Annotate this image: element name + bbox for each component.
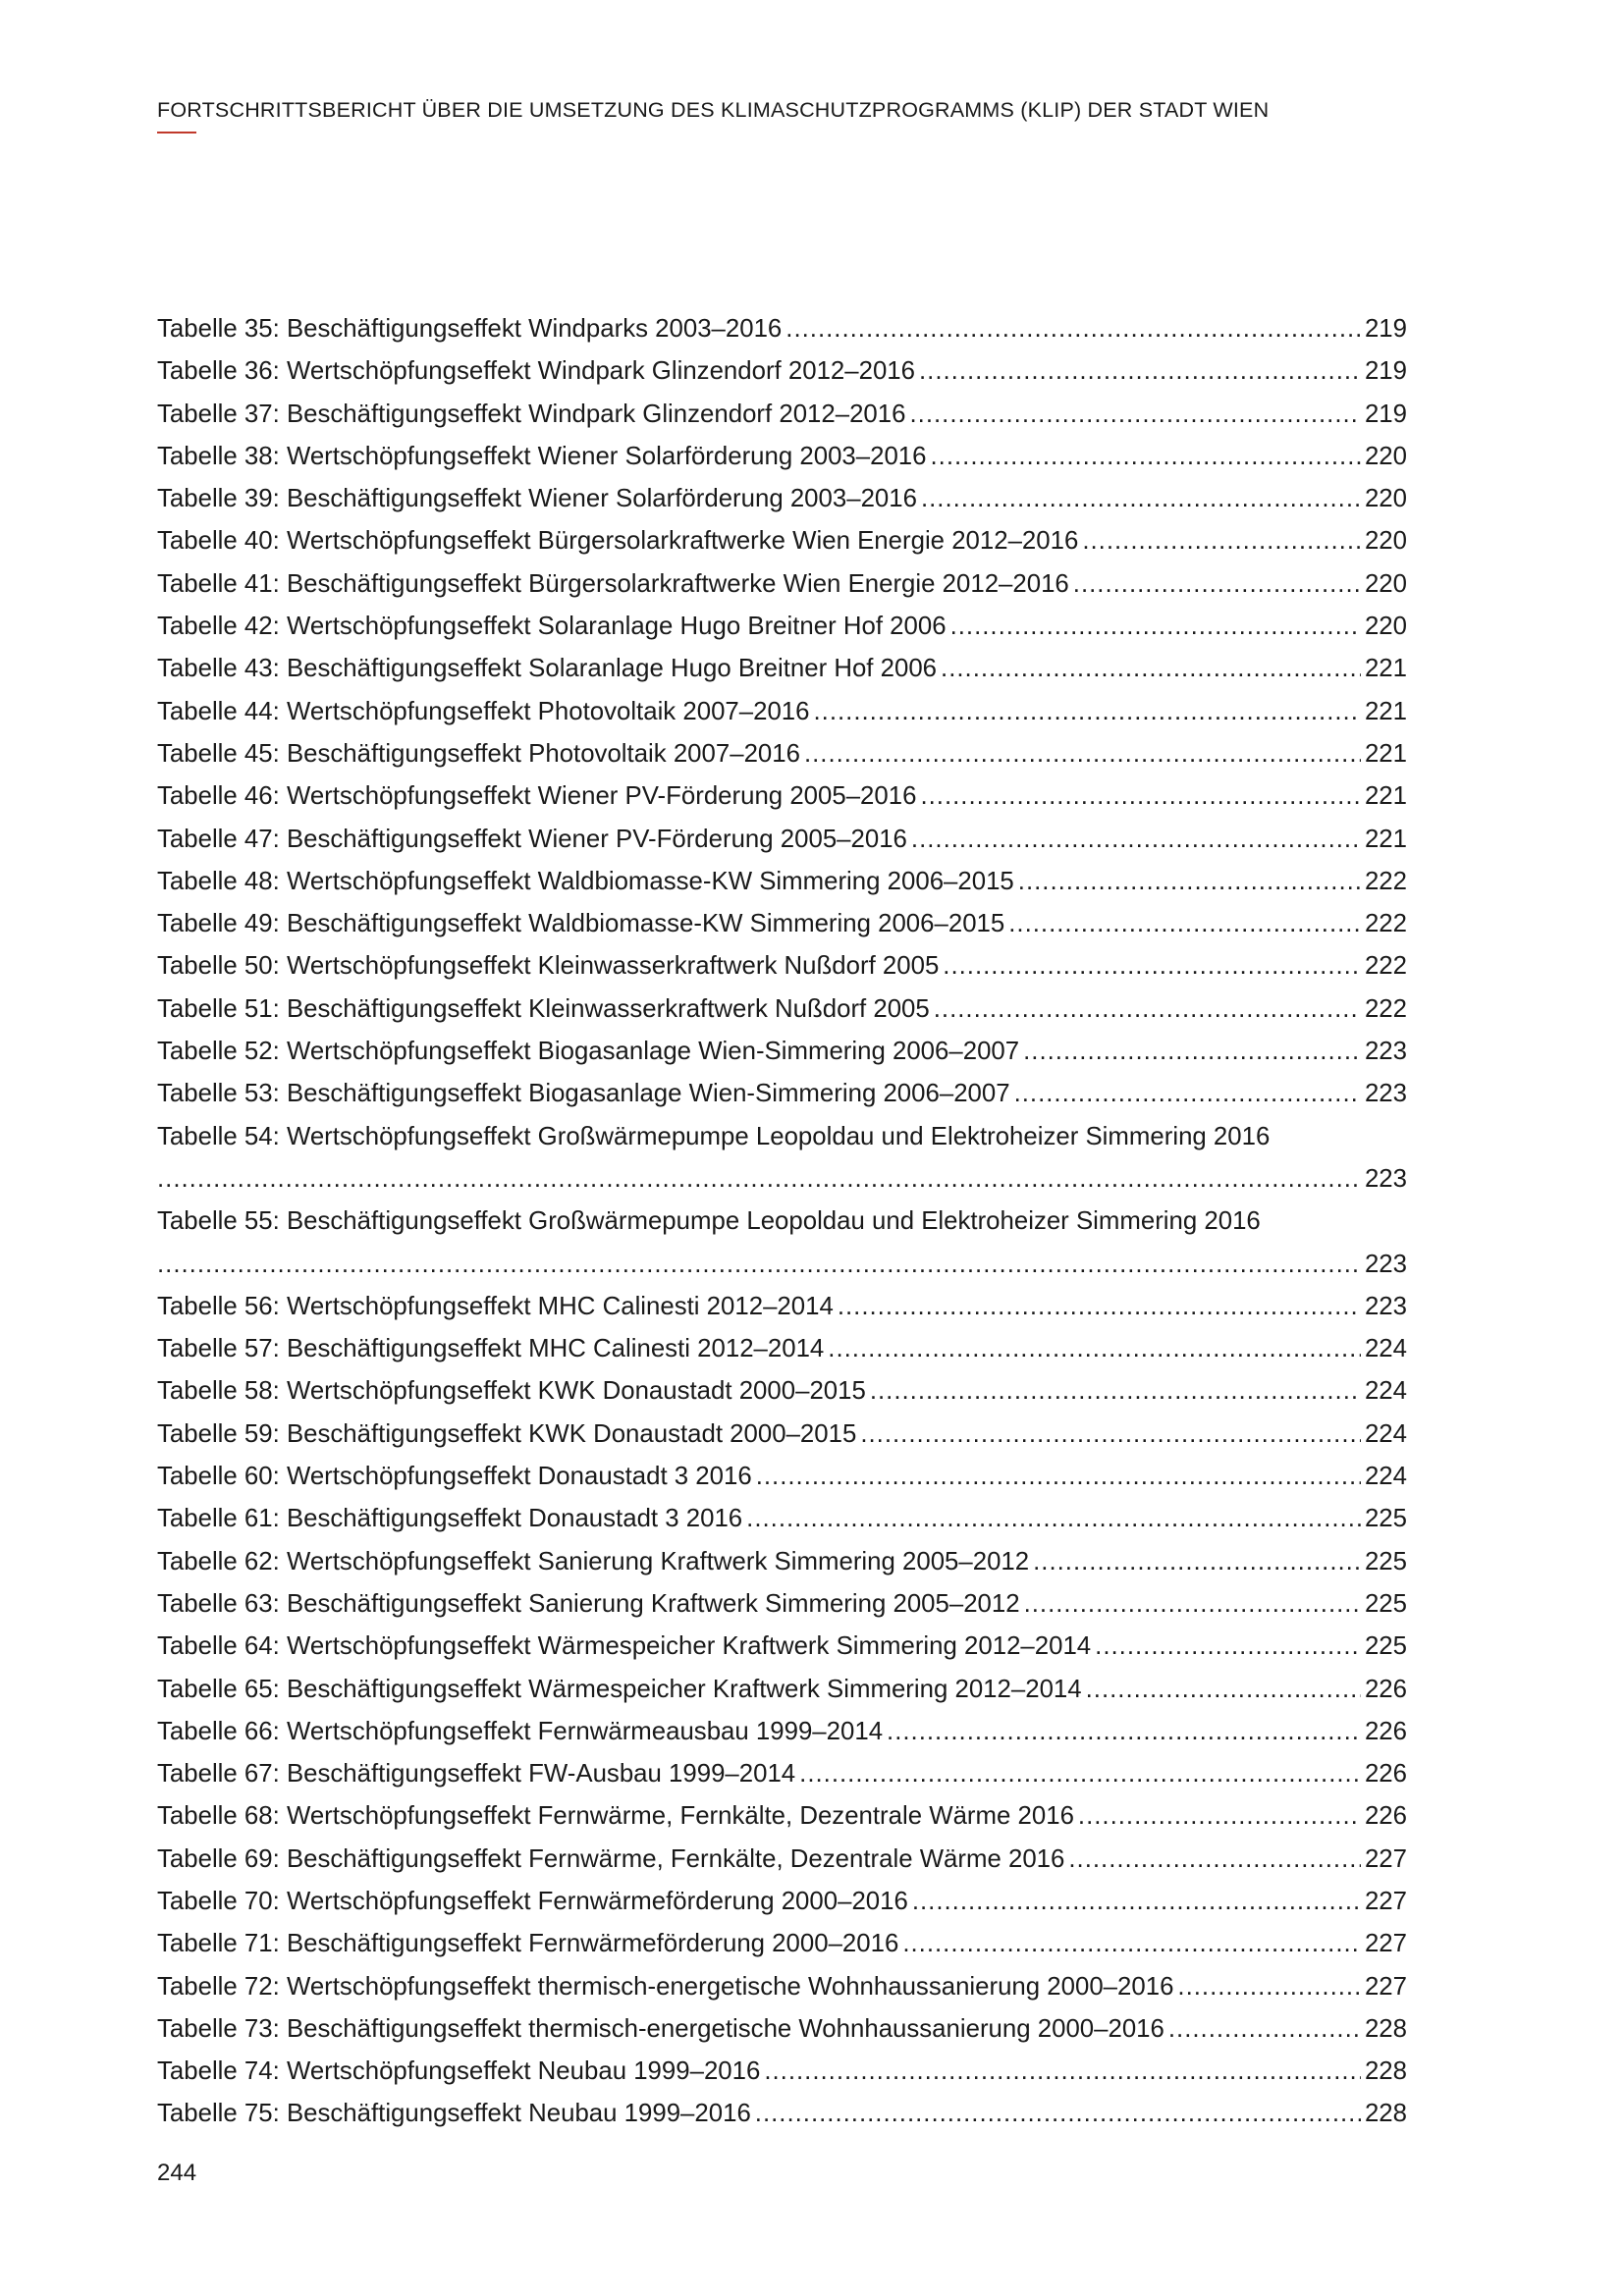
toc-entry[interactable]	[157, 775, 1407, 818]
toc-entry-page: 220	[1364, 527, 1407, 556]
toc-entry-title: Tabelle 59: Beschäftigungseffekt KWK Donaustadt 2000–2015	[157, 1419, 857, 1448]
dot-leader	[911, 819, 1361, 861]
dot-leader	[943, 945, 1361, 988]
toc-entry-title: Tabelle 45: Beschäftigungseffekt Photovoltaik 2007–2016	[157, 739, 800, 768]
dot-leader	[902, 1923, 1361, 1965]
toc-entry-title: Tabelle 35: Beschäftigungseffekt Windparks 2003–2016	[157, 315, 783, 343]
toc-entries-wrapped	[157, 1116, 1407, 1286]
toc-entry-title: Tabelle 70: Wertschöpfungseffekt Fernwärmeförderung 2000–2016	[157, 1887, 908, 1915]
toc-entry[interactable]	[157, 1795, 1407, 1838]
toc-entry-page: 223	[1364, 1164, 1407, 1193]
dot-leader	[920, 775, 1361, 818]
toc-entry-title: Tabelle 36: Wertschöpfungseffekt Windpark Glinzendorf 2012–2016	[157, 357, 916, 386]
toc-entry-page: 220	[1364, 485, 1407, 513]
toc-entry-title: Tabelle 75: Beschäftigungseffekt Neubau 1999–2016	[157, 2100, 751, 2128]
toc-entry-page: 226	[1364, 1717, 1407, 1745]
toc-entry-title: Tabelle 46: Wertschöpfungseffekt Wiener PV-Förderung 2005–2016	[157, 782, 917, 811]
toc-entry[interactable]	[157, 691, 1407, 733]
dot-leader	[1086, 1669, 1361, 1711]
toc-entry[interactable]	[157, 308, 1407, 350]
toc-entry-title: Tabelle 56: Wertschöpfungseffekt MHC Calinesti 2012–2014	[157, 1292, 834, 1320]
dot-leader	[755, 2093, 1361, 2135]
toc-entry-title: Tabelle 60: Wertschöpfungseffekt Donaustadt 3 2016	[157, 1463, 752, 1491]
toc-entry[interactable]	[157, 861, 1407, 903]
dot-leader	[1033, 1541, 1361, 1583]
dot-leader	[941, 648, 1361, 690]
toc-entry-page: 219	[1364, 400, 1407, 428]
dot-leader	[1008, 903, 1361, 945]
toc-entry[interactable]	[157, 1073, 1407, 1115]
toc-entry-title: Tabelle 55: Beschäftigungseffekt Großwärmepumpe Leopoldau und Elektroheizer Simmering 2016	[157, 1207, 1261, 1236]
toc-entry-page: 225	[1364, 1632, 1407, 1661]
toc-entry-title: Tabelle 57: Beschäftigungseffekt MHC Calinesti 2012–2014	[157, 1335, 825, 1363]
toc-entry-title: Tabelle 37: Beschäftigungseffekt Windpark Glinzendorf 2012–2016	[157, 400, 906, 428]
toc-entry-title: Tabelle 40: Wertschöpfungseffekt Bürgersolarkraftwerke Wien Energie 2012–2016	[157, 527, 1079, 556]
toc-entry-page: 219	[1364, 357, 1407, 386]
toc-entries-bottom	[157, 1286, 1407, 2136]
toc-entry-page: 227	[1364, 1887, 1407, 1915]
dot-leader	[157, 1158, 1361, 1201]
toc-entry[interactable]	[157, 1116, 1407, 1201]
toc-entry-title: Tabelle 47: Beschäftigungseffekt Wiener PV-Förderung 2005–2016	[157, 825, 907, 853]
toc-entry[interactable]	[157, 606, 1407, 648]
dot-leader	[1018, 861, 1361, 903]
toc-entry-title: Tabelle 65: Beschäftigungseffekt Wärmespeicher Kraftwerk Simmering 2012–2014	[157, 1675, 1082, 1703]
toc-entry-title: Tabelle 72: Wertschöpfungseffekt thermisch-energetische Wohnhaussanierung 2000–2016	[157, 1972, 1174, 2001]
dot-leader	[828, 1328, 1361, 1370]
toc-entry-leader-row	[157, 1158, 1407, 1201]
toc-entry-title: Tabelle 51: Beschäftigungseffekt Kleinwasserkraftwerk Nußdorf 2005	[157, 994, 930, 1023]
toc-entry-page: 225	[1364, 1589, 1407, 1618]
toc-entry[interactable]	[157, 1669, 1407, 1711]
toc-entry-title: Tabelle 61: Beschäftigungseffekt Donaustadt 3 2016	[157, 1505, 743, 1533]
toc-entry-page: 222	[1364, 994, 1407, 1023]
toc-entry-title: Tabelle 53: Beschäftigungseffekt Biogasanlage Wien-Simmering 2006–2007	[157, 1080, 1010, 1108]
toc-entry-page: 223	[1364, 1038, 1407, 1066]
toc-entry[interactable]	[157, 1753, 1407, 1795]
toc-entry-page: 220	[1364, 442, 1407, 470]
toc-entry[interactable]	[157, 1541, 1407, 1583]
toc-entry-title: Tabelle 38: Wertschöpfungseffekt Wiener Solarförderung 2003–2016	[157, 442, 927, 470]
toc-entry-page: 224	[1364, 1377, 1407, 1406]
toc-entry[interactable]	[157, 1881, 1407, 1923]
toc-entry[interactable]	[157, 1456, 1407, 1498]
toc-entry[interactable]	[157, 478, 1407, 520]
dot-leader	[157, 1244, 1361, 1286]
dot-leader	[1078, 1795, 1361, 1838]
dot-leader	[764, 2051, 1361, 2093]
toc-entry-title: Tabelle 67: Beschäftigungseffekt FW-Ausbau 1999–2014	[157, 1760, 796, 1789]
toc-entry-page: 221	[1364, 739, 1407, 768]
toc-entry[interactable]	[157, 1711, 1407, 1753]
toc-entry-title: Tabelle 50: Wertschöpfungseffekt Kleinwasserkraftwerk Nußdorf 2005	[157, 952, 940, 981]
dot-leader	[860, 1414, 1361, 1456]
toc-entry-page: 225	[1364, 1547, 1407, 1575]
toc-entry[interactable]	[157, 2051, 1407, 2093]
toc-entry-page: 220	[1364, 613, 1407, 641]
toc-entry[interactable]	[157, 1966, 1407, 2008]
dot-leader	[934, 988, 1361, 1031]
toc-entry-page: 222	[1364, 867, 1407, 895]
toc-entry-page: 221	[1364, 825, 1407, 853]
toc-entry[interactable]	[157, 1923, 1407, 1965]
toc-entry-title: Tabelle 62: Wertschöpfungseffekt Sanierung Kraftwerk Simmering 2005–2012	[157, 1547, 1030, 1575]
dot-leader	[1095, 1626, 1361, 1668]
toc-entry-page: 228	[1364, 2100, 1407, 2128]
toc-entry-title: Tabelle 74: Wertschöpfungseffekt Neubau 1999–2016	[157, 2057, 761, 2086]
toc-entry[interactable]	[157, 520, 1407, 562]
toc-entry-title: Tabelle 43: Beschäftigungseffekt Solaranlage Hugo Breitner Hof 2006	[157, 655, 938, 683]
toc-entry[interactable]	[157, 563, 1407, 606]
toc-entry[interactable]	[157, 2093, 1407, 2135]
toc-entry[interactable]	[157, 988, 1407, 1031]
dot-leader	[909, 394, 1360, 436]
dot-leader	[814, 691, 1361, 733]
toc-entry[interactable]	[157, 1370, 1407, 1413]
page-number: 244	[157, 2160, 197, 2186]
toc-entry-page: 220	[1364, 569, 1407, 598]
toc-entry-title: Tabelle 58: Wertschöpfungseffekt KWK Donaustadt 2000–2015	[157, 1377, 866, 1406]
dot-leader	[746, 1498, 1361, 1540]
toc-entry-page: 221	[1364, 782, 1407, 811]
toc-entry[interactable]	[157, 733, 1407, 775]
toc-entry-page: 222	[1364, 910, 1407, 938]
toc-entry-title: Tabelle 39: Beschäftigungseffekt Wiener Solarförderung 2003–2016	[157, 485, 917, 513]
toc-entry-page: 223	[1364, 1250, 1407, 1278]
toc-entry-page: 225	[1364, 1505, 1407, 1533]
dot-leader	[1068, 1839, 1361, 1881]
toc-entry[interactable]	[157, 1414, 1407, 1456]
toc-entry-page: 224	[1364, 1335, 1407, 1363]
toc-entry[interactable]	[157, 1498, 1407, 1540]
toc-entry-page: 219	[1364, 315, 1407, 343]
toc-entry[interactable]	[157, 819, 1407, 861]
toc-entry[interactable]	[157, 1286, 1407, 1328]
toc-entry[interactable]	[157, 436, 1407, 478]
table-of-tables	[157, 308, 1407, 2136]
toc-entry-title: Tabelle 41: Beschäftigungseffekt Bürgersolarkraftwerke Wien Energie 2012–2016	[157, 569, 1069, 598]
dot-leader	[804, 733, 1361, 775]
toc-entry-page: 227	[1364, 1972, 1407, 2001]
toc-entry-page: 221	[1364, 655, 1407, 683]
dot-leader	[912, 1881, 1361, 1923]
toc-entry[interactable]	[157, 1031, 1407, 1073]
dot-leader	[785, 308, 1361, 350]
toc-entry-page: 223	[1364, 1080, 1407, 1108]
dot-leader	[919, 350, 1361, 393]
dot-leader	[1073, 563, 1361, 606]
toc-entry[interactable]	[157, 1583, 1407, 1626]
toc-entry[interactable]	[157, 648, 1407, 690]
dot-leader	[1023, 1031, 1361, 1073]
toc-entry-title: Tabelle 71: Beschäftigungseffekt Fernwärmeförderung 2000–2016	[157, 1930, 899, 1958]
toc-entry-page: 223	[1364, 1292, 1407, 1320]
toc-entry-page: 227	[1364, 1844, 1407, 1873]
toc-entry-title: Tabelle 73: Beschäftigungseffekt thermisch-energetische Wohnhaussanierung 2000–2016	[157, 2014, 1164, 2043]
toc-entry-title: Tabelle 42: Wertschöpfungseffekt Solaranlage Hugo Breitner Hof 2006	[157, 613, 947, 641]
dot-leader	[799, 1753, 1361, 1795]
running-header: FORTSCHRITTSBERICHT ÜBER DIE UMSETZUNG DES KLIMASCHUTZPROGRAMMS (KLIP) DER STADT WIEN	[157, 98, 1270, 122]
toc-entry-page: 227	[1364, 1930, 1407, 1958]
dot-leader	[838, 1286, 1361, 1328]
toc-entry[interactable]	[157, 1839, 1407, 1881]
toc-entry-title: Tabelle 49: Beschäftigungseffekt Waldbiomasse-KW Simmering 2006–2015	[157, 910, 1005, 938]
toc-entry-leader-row	[157, 1244, 1407, 1286]
toc-entry-title: Tabelle 66: Wertschöpfungseffekt Fernwärmeausbau 1999–2014	[157, 1717, 884, 1745]
toc-entry[interactable]	[157, 945, 1407, 988]
dot-leader	[931, 436, 1361, 478]
dot-leader	[1014, 1073, 1361, 1115]
toc-entry-page: 222	[1364, 952, 1407, 981]
dot-leader	[950, 606, 1361, 648]
toc-entries-top	[157, 308, 1407, 1116]
dot-leader	[756, 1456, 1361, 1498]
toc-entry-page: 228	[1364, 2014, 1407, 2043]
header-accent-rule	[157, 132, 196, 133]
toc-entry-title: Tabelle 44: Wertschöpfungseffekt Photovoltaik 2007–2016	[157, 697, 810, 725]
dot-leader	[1024, 1583, 1361, 1626]
toc-entry-title: Tabelle 63: Beschäftigungseffekt Sanierung Kraftwerk Simmering 2005–2012	[157, 1589, 1020, 1618]
toc-entry-page: 224	[1364, 1419, 1407, 1448]
dot-leader	[1168, 2008, 1361, 2051]
toc-entry-page: 226	[1364, 1675, 1407, 1703]
toc-entry[interactable]	[157, 1626, 1407, 1668]
toc-entry[interactable]	[157, 903, 1407, 945]
toc-entry[interactable]	[157, 1201, 1407, 1286]
dot-leader	[1082, 520, 1361, 562]
toc-entry-page: 228	[1364, 2057, 1407, 2086]
toc-entry[interactable]	[157, 350, 1407, 393]
toc-entry[interactable]	[157, 2008, 1407, 2051]
dot-leader	[1177, 1966, 1361, 2008]
toc-entry-title: Tabelle 69: Beschäftigungseffekt Fernwärme, Fernkälte, Dezentrale Wärme 2016	[157, 1844, 1065, 1873]
toc-entry-page: 226	[1364, 1802, 1407, 1831]
dot-leader	[921, 478, 1361, 520]
toc-entry-title: Tabelle 52: Wertschöpfungseffekt Biogasanlage Wien-Simmering 2006–2007	[157, 1038, 1020, 1066]
toc-entry-page: 221	[1364, 697, 1407, 725]
toc-entry-title: Tabelle 54: Wertschöpfungseffekt Großwärmepumpe Leopoldau und Elektroheizer Simmering 2016	[157, 1122, 1271, 1150]
dot-leader	[887, 1711, 1361, 1753]
toc-entry-page: 224	[1364, 1463, 1407, 1491]
toc-entry-title: Tabelle 48: Wertschöpfungseffekt Waldbiomasse-KW Simmering 2006–2015	[157, 867, 1014, 895]
toc-entry[interactable]	[157, 1328, 1407, 1370]
toc-entry-title: Tabelle 68: Wertschöpfungseffekt Fernwärme, Fernkälte, Dezentrale Wärme 2016	[157, 1802, 1074, 1831]
toc-entry[interactable]	[157, 394, 1407, 436]
dot-leader	[870, 1370, 1361, 1413]
toc-entry-page: 226	[1364, 1760, 1407, 1789]
toc-entry-title: Tabelle 64: Wertschöpfungseffekt Wärmespeicher Kraftwerk Simmering 2012–2014	[157, 1632, 1092, 1661]
